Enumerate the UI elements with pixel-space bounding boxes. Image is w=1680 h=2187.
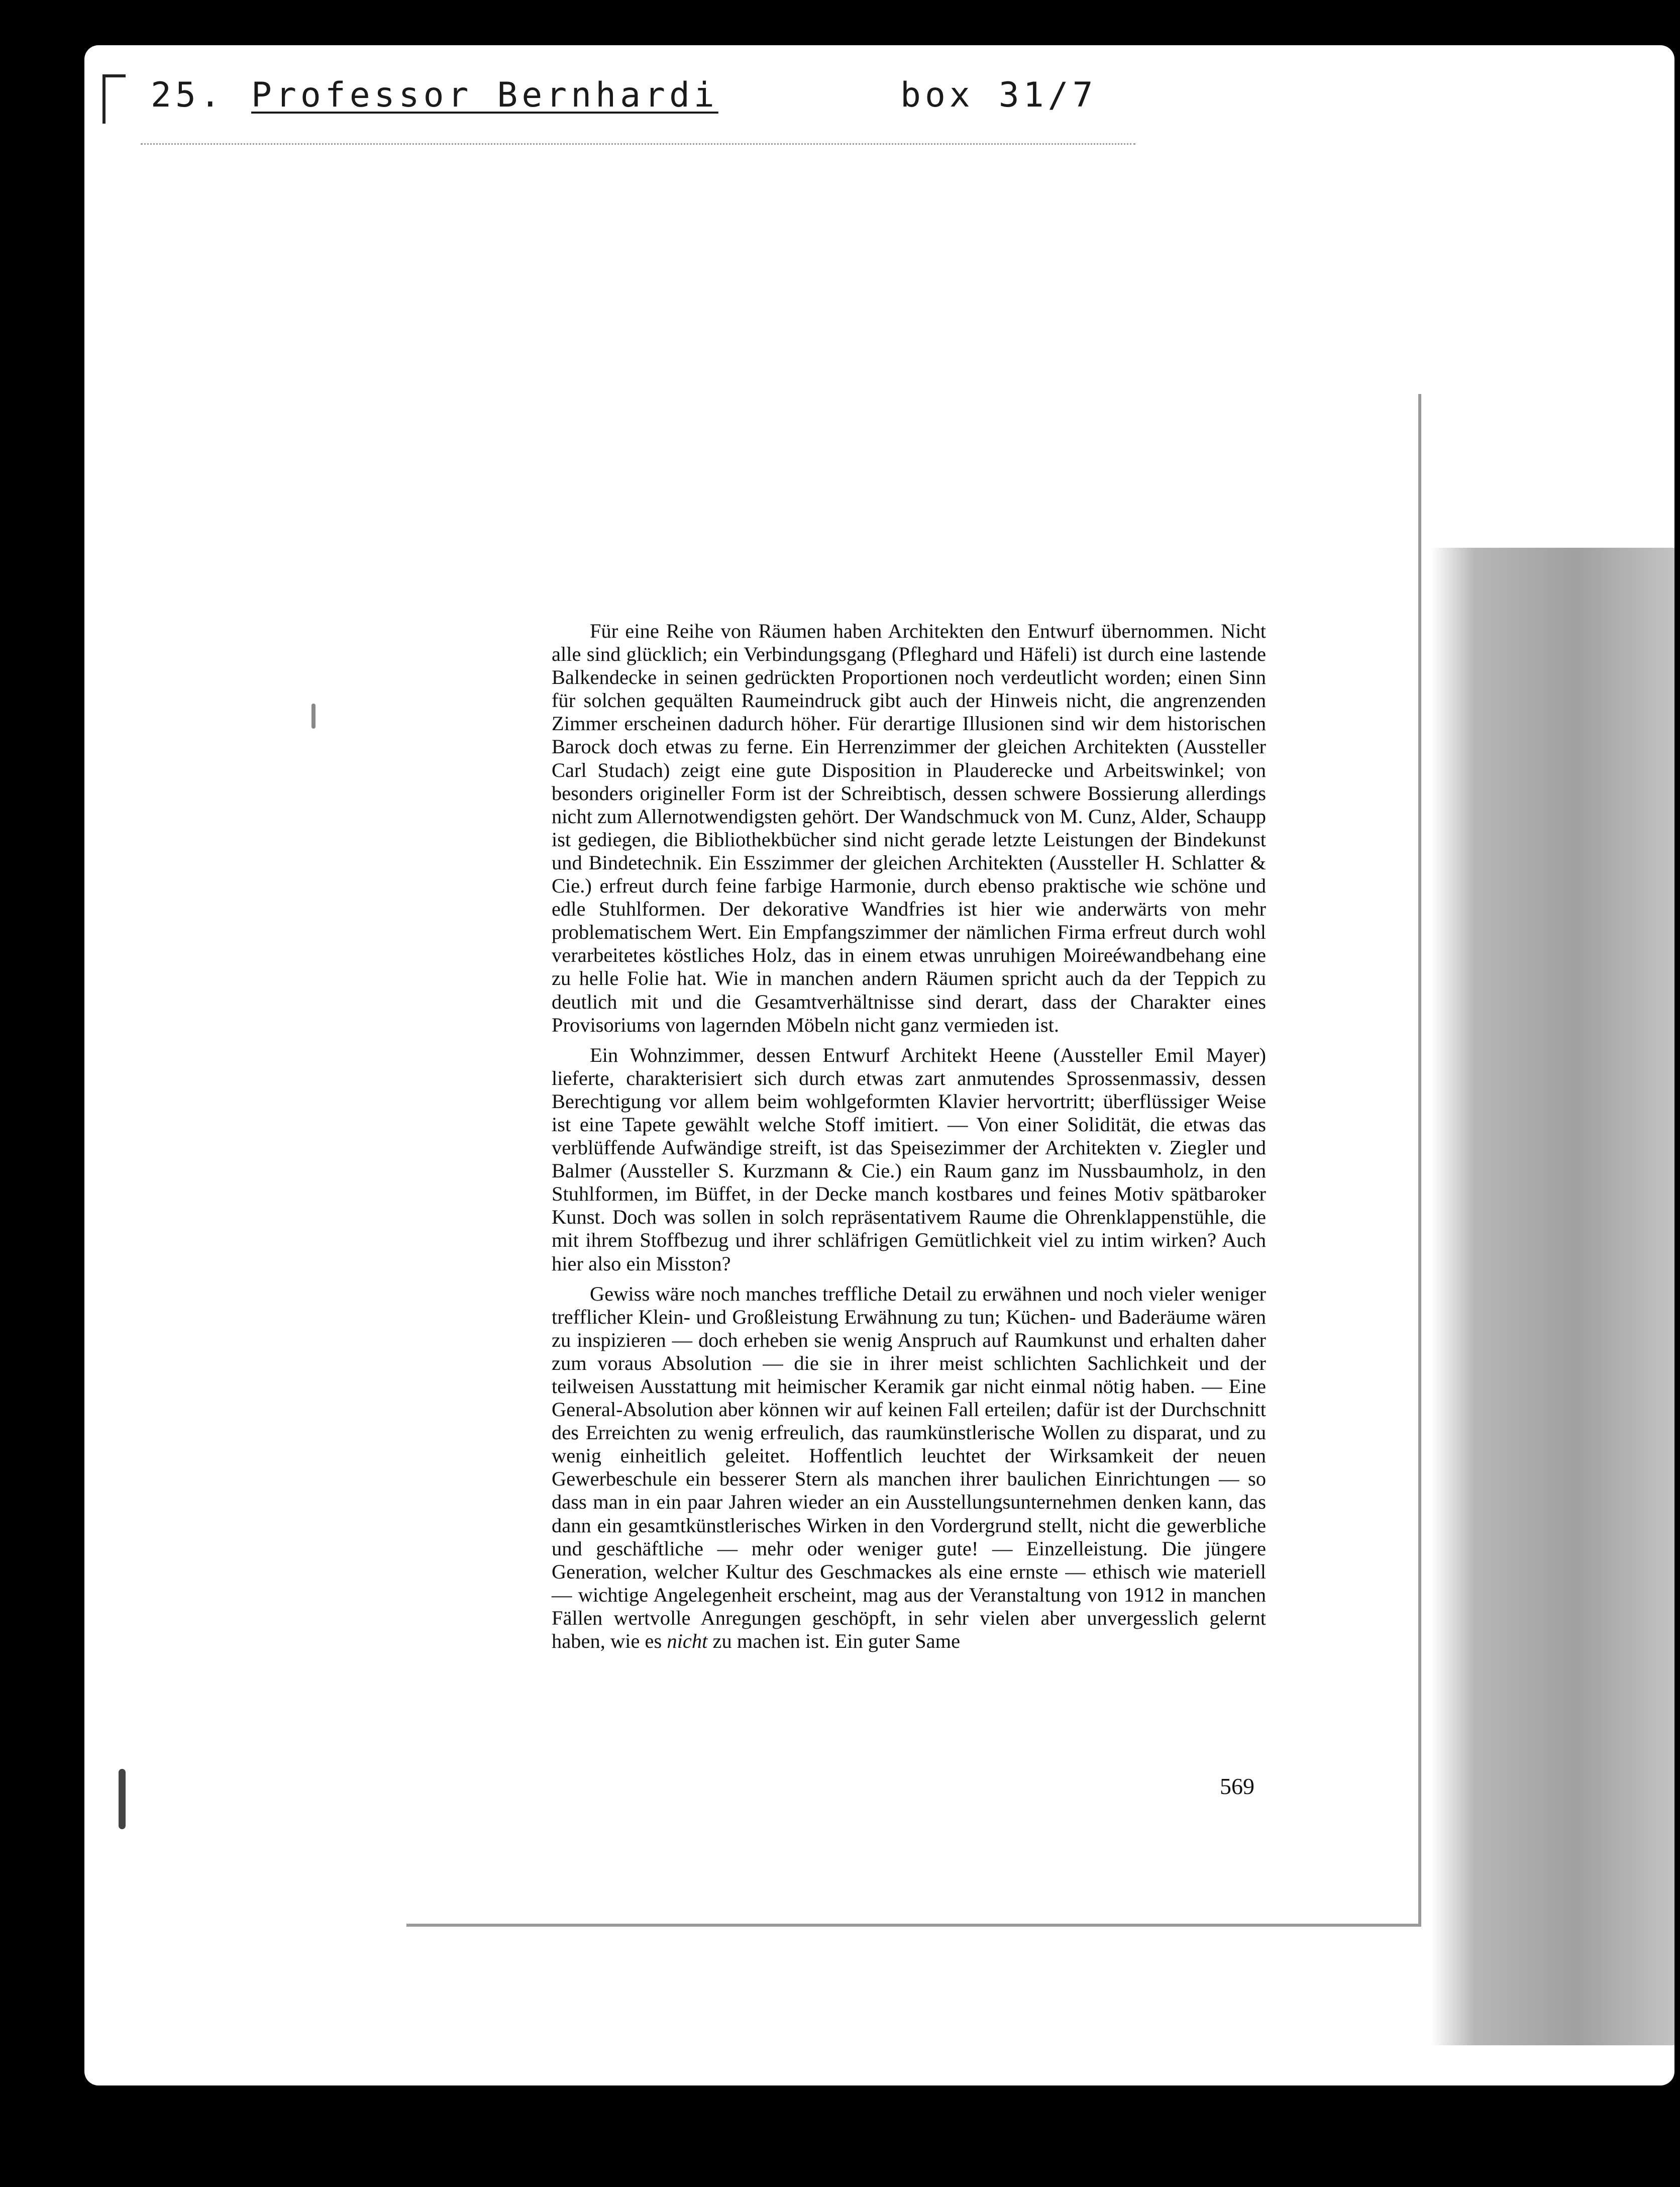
emphasis-nicht: nicht [667,1630,708,1653]
header-rule [141,143,1135,145]
paragraph-3-end: zu machen ist. Ein guter Same [707,1630,961,1653]
article-body [552,620,1266,1660]
folder-number: 25. [151,75,225,115]
printed-page [403,391,1418,1924]
archive-sheet [84,45,1674,2085]
left-edge-tick [311,704,316,729]
paragraph-3 [552,1282,1266,1653]
paragraph-2: Ein Wohnzimmer, dessen Entwurf Architekt Heene (Aussteller Emil Mayer) lieferte, charakterisiert sich durch etwas zart anmutendes Sprossenmassiv, dessen Berechtigung vor allem beim wohlgeformten Klavier hervortritt; überflüssiger Weise ist eine Tapete gewählt welche Stoff imitiert. — Von einer Solidität, die etwas das verblüffende Aufwändige streift, ist das Speisezimmer der Architekten v. Ziegler und Balmer (Aussteller S. Kurzmann & Cie.) ein Raum ganz im Nussbaumholz, in den Stuhlformen, im Büffet, in der Decke manch kostbares und feines Motiv spätbaroker Kunst. Doch was sollen in solch repräsentativem Raume die Ohrenklappenstühle, die mit ihrem Stoffbezug und ihrer schläfrigen Gemütlichkeit viel zu intim wirken? Auch hier also ein Misston? [552,1043,1266,1275]
corner-bracket-mark [102,74,126,124]
page-number: 569 [1220,1773,1254,1799]
folder-name: Professor Bernhardi [251,75,718,115]
scan-shadow [1431,548,1674,2045]
left-edge-mark [119,1769,126,1829]
paragraph-3-text: Gewiss wäre noch manches treffliche Detail zu erwähnen und noch vieler weniger trefflicher Klein- und Großleistung Erwähnung zu tun; Küchen- und Baderäume wären zu inspizieren — doch erheben sie wenig Anspruch auf Raumkunst und erhalten daher zum voraus Absolution — die sie in ihrer meist schlichten Sachlichkeit und der teilweisen Ausstattung mit heimischer Keramik gar nicht einmal nötig haben. — Eine General-Absolution aber können wir auf keinen Fall erteilen; dafür ist der Durchschnitt des Erreichten zu wenig erfreulich, das raumkünstlerische Wollen zu disparat, und zu wenig einheitlich geleitet. Hoffentlich leuchtet der Wirksamkeit der neuen Gewerbeschule ein besserer Stern als manchen ihrer baulichen Einrichtungen — so dass man in ein paar Jahren wieder an ein Ausstellungsunternehmen denken kann, das dann ein gesamtkünstlerisches Wirken in den Vordergrund stellt, nicht die gewerbliche und geschäftliche — mehr oder weniger gute! — Einzelleistung. Die jüngere Generation, welcher Kultur des Geschmackes als eine ernste — ethisch wie materiell — wichtige Angelegenheit erscheint, mag aus der Veranstaltung von 1912 in manchen Fällen wertvolle Anregungen geschöpft, in sehr vielen aber unvergesslich gelernt haben, wie es [552,1282,1266,1653]
box-label: box 31/7 [900,75,1097,115]
paragraph-1: Für eine Reihe von Räumen haben Architekten den Entwurf übernommen. Nicht alle sind glücklich; ein Verbindungsgang (Pfleghard und Häfeli) ist durch eine lastende Balkendecke in seinen gedrückten Proportionen noch verdeutlicht worden; einen Sinn für solchen gequälten Raumeindruck gibt auch der Hinweis nicht, die angrenzenden Zimmer erscheinen dadurch höher. Für derartige Illusionen sind wir dem historischen Barock doch etwas zu ferne. Ein Herrenzimmer der gleichen Architekten (Aussteller Carl Studach) zeigt eine gute Disposition in Plauderecke und Arbeitswinkel; von besonders origineller Form ist der Schreibtisch, dessen schwere Bossierung allerdings nicht zum Allernotwendigsten gehört. Der Wandschmuck von M. Cunz, Alder, Schaupp ist gediegen, die Bibliothekbücher sind nicht gerade letzte Leistungen der Bindekunst und Bindetechnik. Ein Esszimmer der gleichen Architekten (Aussteller H. Schlatter & Cie.) erfreut durch feine farbige Harmonie, durch ebenso praktische wie schöne und edle Stuhlformen. Der dekorative Wandfries ist hier wie anderwärts von mehr problematischem Wert. Ein Empfangszimmer der nämlichen Firma erfreut durch wohl verarbeitetes köstliches Holz, das in einem etwas unruhigen Moireéwandbehang eine zu helle Folie hat. Wie in manchen andern Räumen spricht auch da der Teppich zu deutlich mit und die Gesamtverhältnisse sind derart, dass der Charakter eines Provisoriums von lagernden Möbeln nicht ganz vermieden ist. [552,620,1266,1036]
